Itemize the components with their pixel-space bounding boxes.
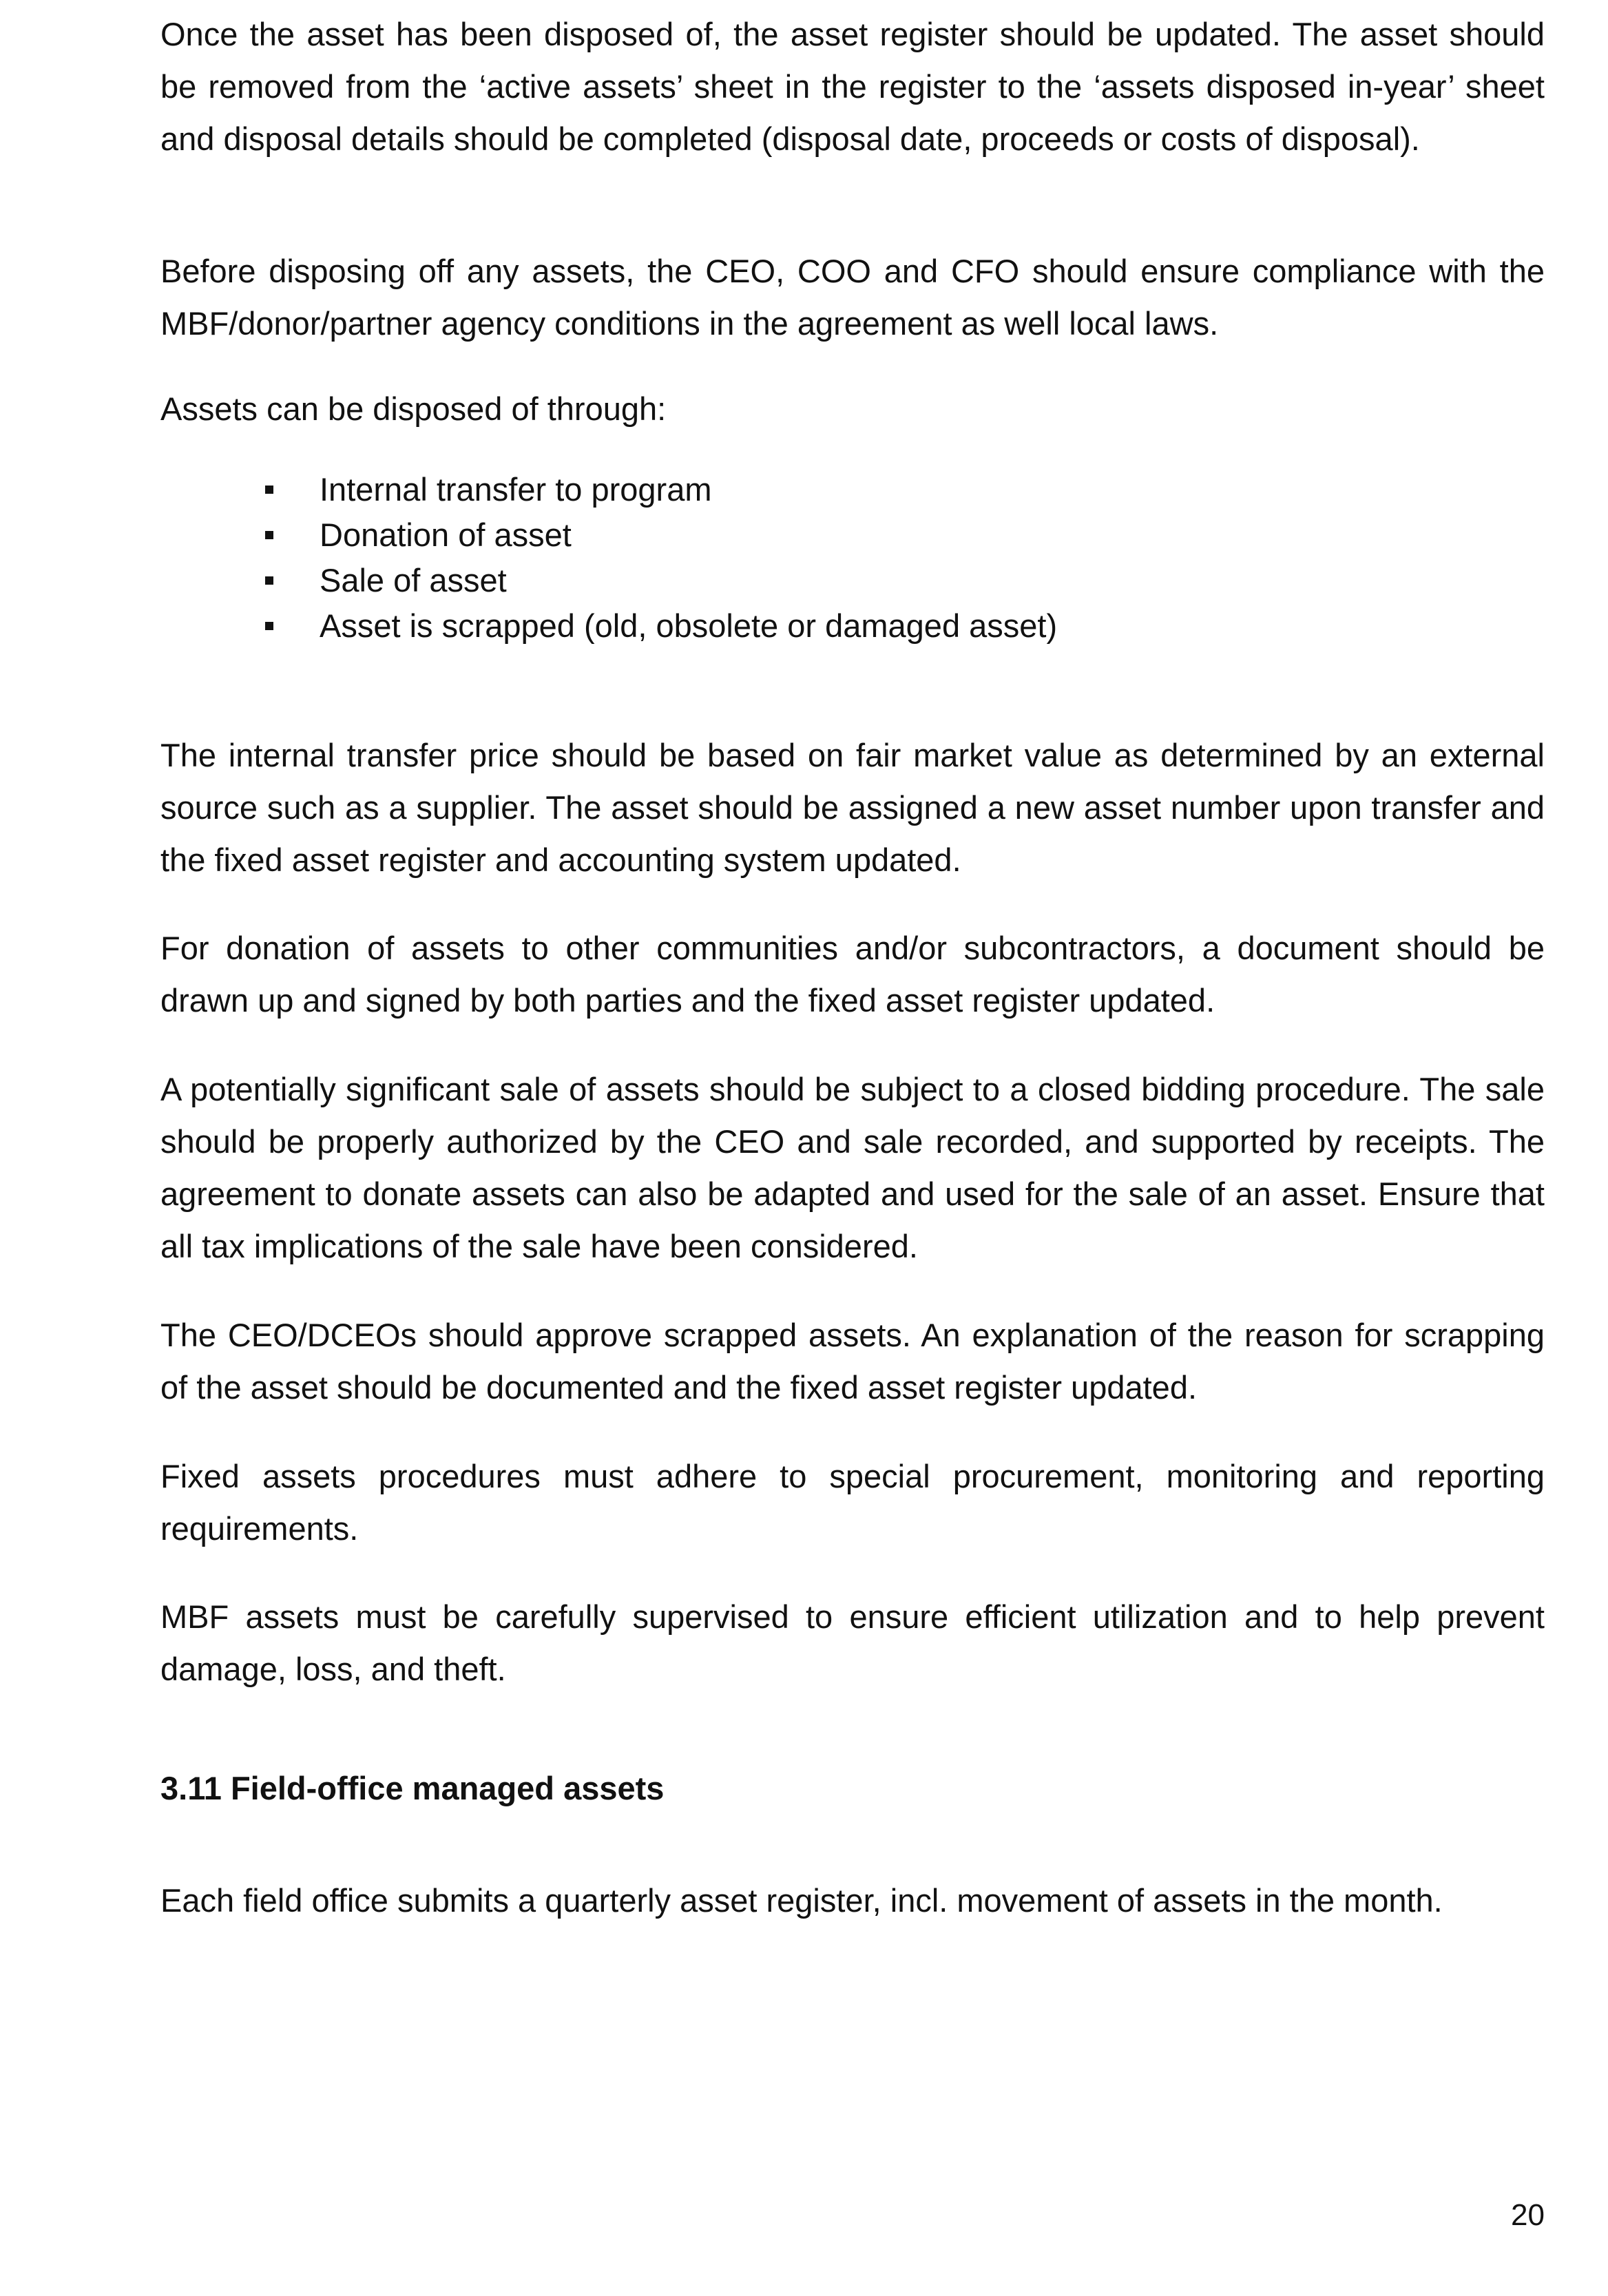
section-heading: 3.11 Field-office managed assets xyxy=(160,1770,665,1806)
paragraph-internal-transfer: The internal transfer price should be based on fair market value as determined by an external source such as a supplier. The asset should be assigned a new asset number upon transfer and the fixed asset register and accounting system updated. xyxy=(160,737,1545,878)
paragraph-procedures: Fixed assets procedures must adhere to special procurement, monitoring and reporting requirements. xyxy=(160,1458,1545,1547)
list-item: Internal transfer to program xyxy=(265,467,1057,512)
square-bullet-icon xyxy=(265,576,273,585)
disposal-methods-list xyxy=(265,467,1057,649)
paragraph-asset-register-update: Once the asset has been disposed of, the asset register should be updated. The asset should be removed from the ‘active assets’ sheet in the register to the ‘assets disposed in-year’ sheet and disposal details should be completed (disposal date, proceeds or costs of disposal). xyxy=(160,16,1545,157)
list-item: Asset is scrapped (old, obsolete or damaged asset) xyxy=(265,603,1057,649)
square-bullet-icon xyxy=(265,531,273,539)
page-number: 20 xyxy=(1511,2198,1545,2232)
paragraph-scrapped: The CEO/DCEOs should approve scrapped assets. An explanation of the reason for scrapping of the asset should be documented and the fixed asset register updated. xyxy=(160,1317,1545,1406)
paragraph-sale: A potentially significant sale of assets should be subject to a closed bidding procedure. The sale should be properly authorized by the CEO and sale recorded, and supported by receipts. The agreement to donate assets can also be adapted and used for the sale of an asset. Ensure that all tax implications of the sale have been considered. xyxy=(160,1071,1545,1264)
list-item: Sale of asset xyxy=(265,558,1057,603)
square-bullet-icon xyxy=(265,622,273,630)
square-bullet-icon xyxy=(265,486,273,494)
list-item: Donation of asset xyxy=(265,512,1057,558)
paragraph-supervision: MBF assets must be carefully supervised to ensure efficient utilization and to help prevent damage, loss, and theft. xyxy=(160,1598,1545,1687)
paragraph-disposal-intro: Assets can be disposed of through: xyxy=(160,390,667,427)
paragraph-field-office: Each field office submits a quarterly asset register, incl. movement of assets in the month. xyxy=(160,1882,1443,1919)
paragraph-donation: For donation of assets to other communities and/or subcontractors, a document should be drawn up and signed by both parties and the fixed asset register updated. xyxy=(160,930,1545,1019)
paragraph-compliance: Before disposing off any assets, the CEO, COO and CFO should ensure compliance with the MBF/donor/partner agency conditions in the agreement as well local laws. xyxy=(160,253,1545,342)
